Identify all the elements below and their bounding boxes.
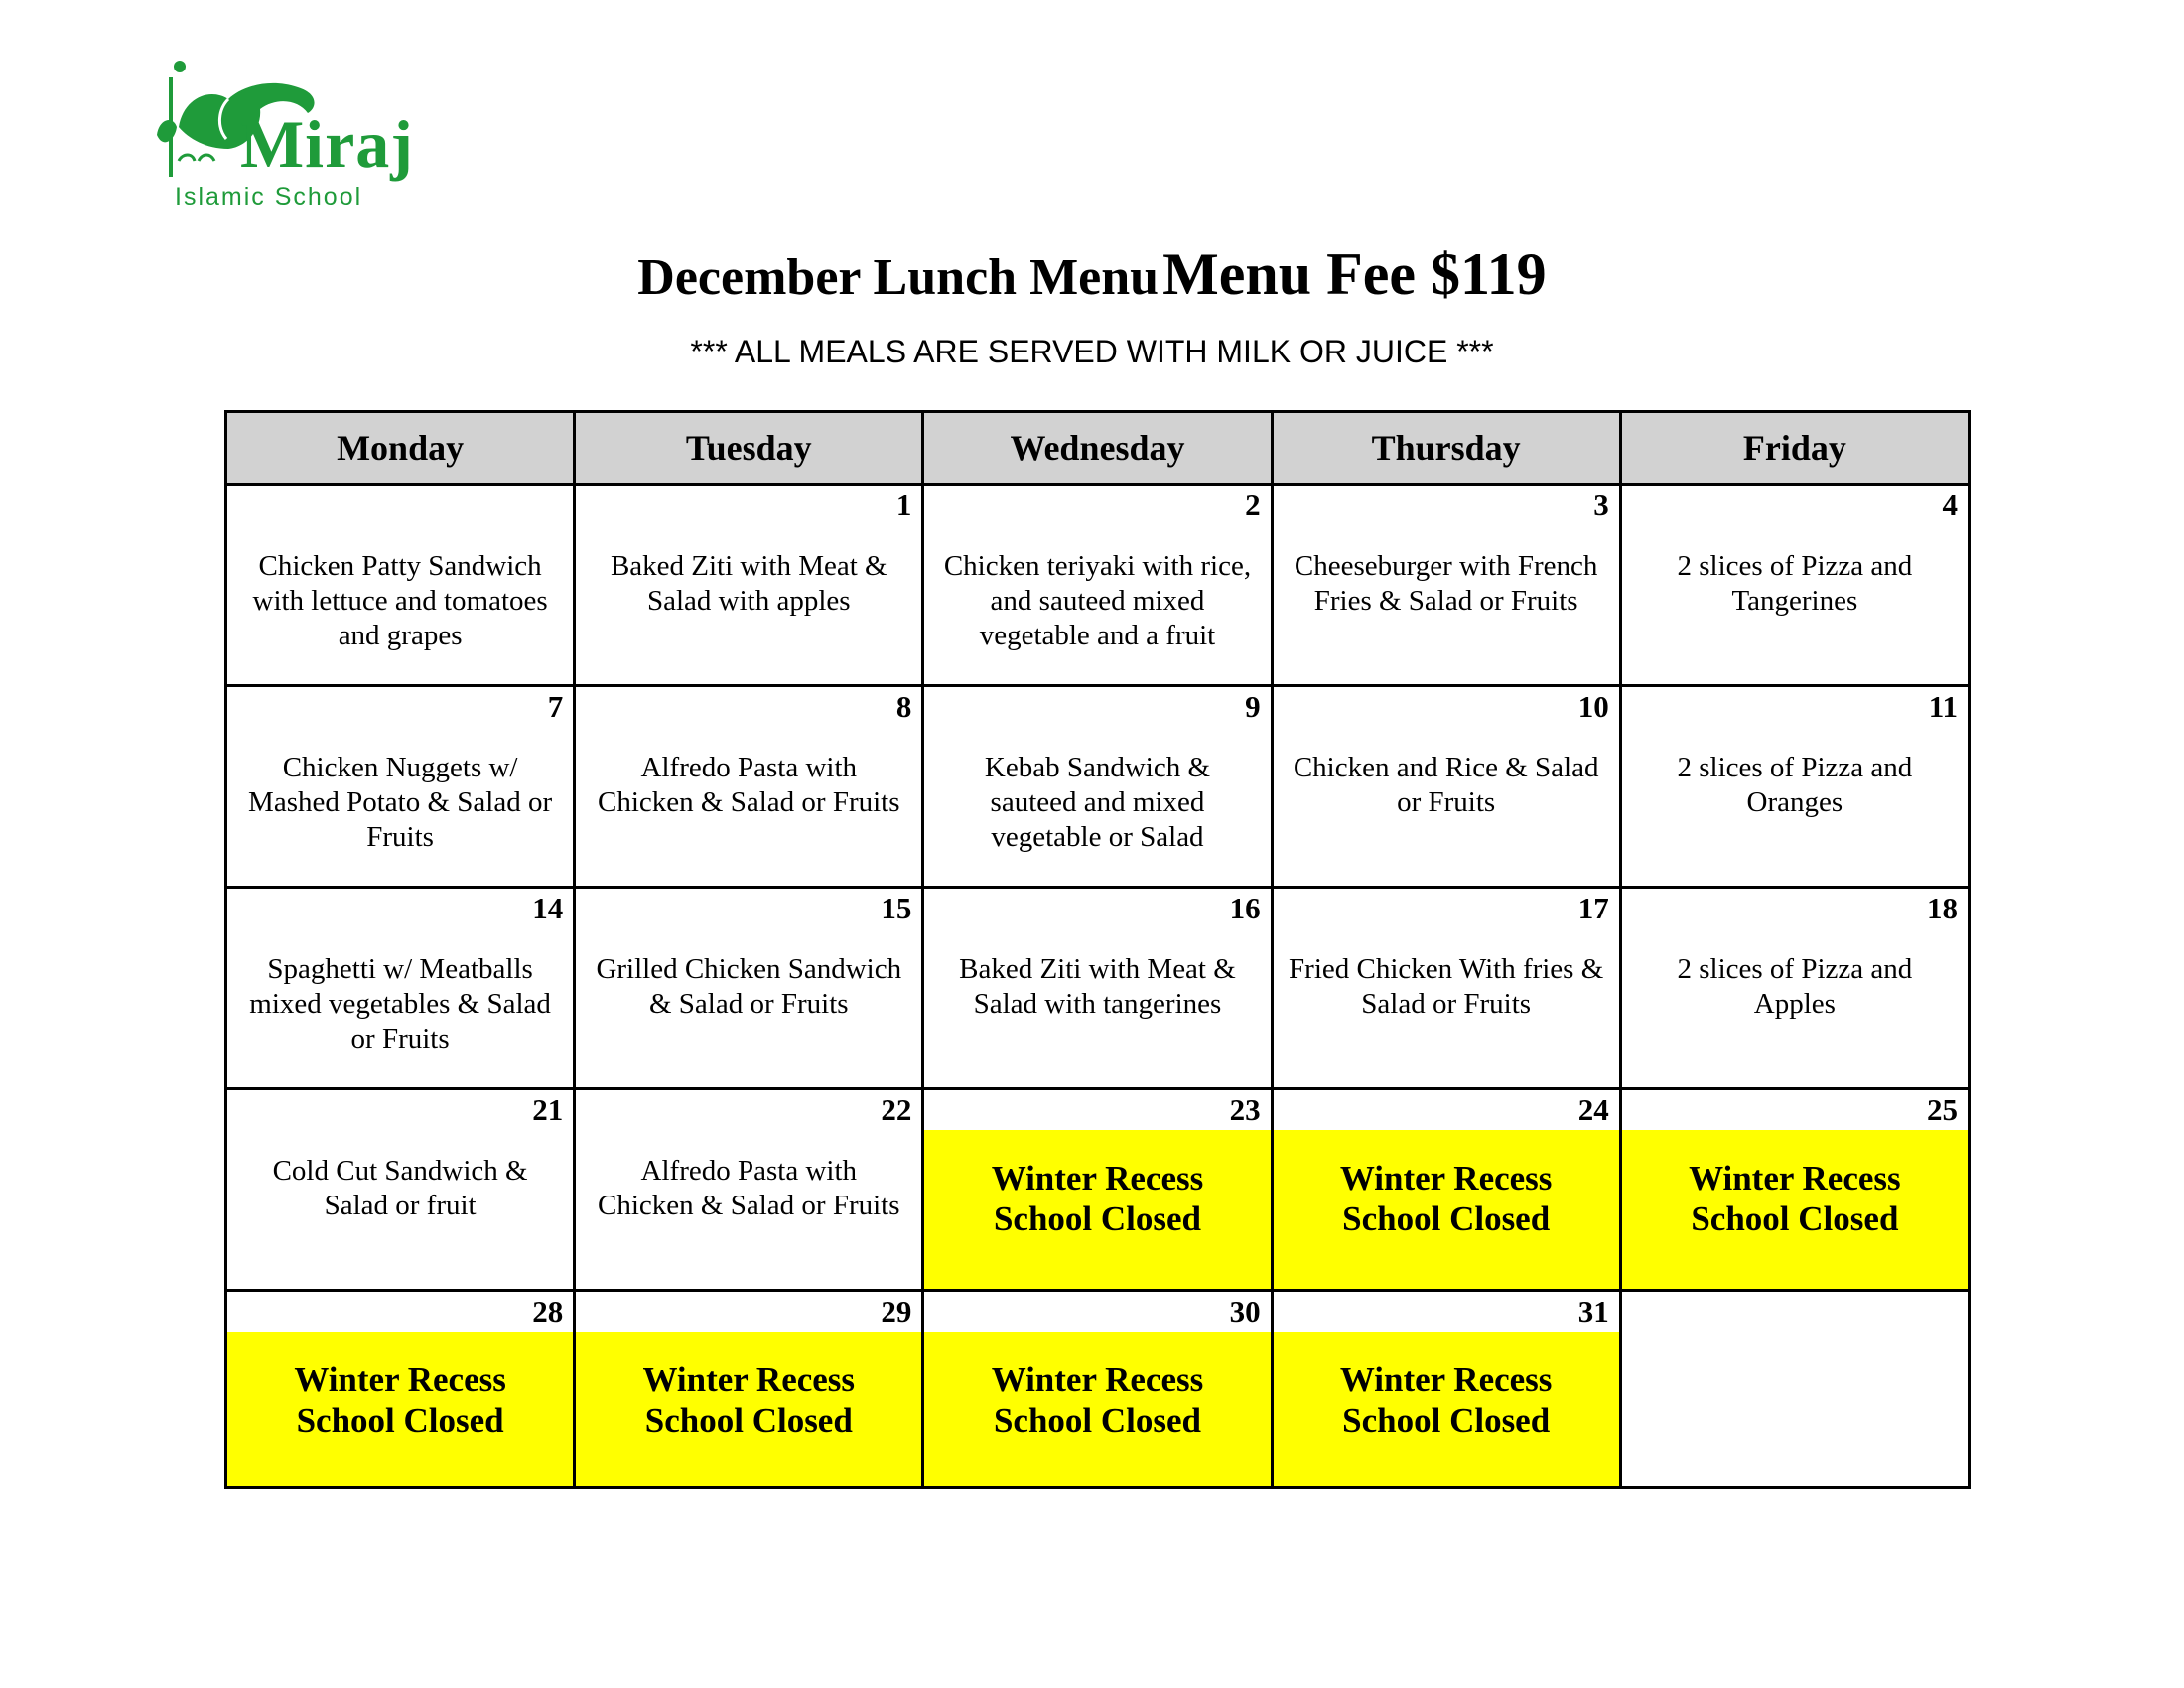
closed-notice [924, 1332, 1270, 1486]
meal-description: Cold Cut Sandwich & Salad or fruit [272, 1155, 528, 1221]
closed-notice [1274, 1130, 1619, 1289]
closed-line-recess: Winter Recess [991, 1159, 1204, 1197]
day-number: 7 [547, 689, 564, 724]
weekday-header-row [226, 412, 1970, 485]
day-number: 9 [1245, 689, 1261, 724]
day-number: 31 [1577, 1294, 1609, 1329]
logo-name: Miraj [240, 106, 414, 182]
meal-description: Chicken Nuggets w/ Mashed Potato & Salad or Fruits [248, 752, 553, 853]
day-number: 10 [1577, 689, 1609, 724]
day-cell [1620, 888, 1969, 1089]
closed-line-recess: Winter Recess [991, 1360, 1204, 1399]
meal-description: Chicken Patty Sandwich with lettuce and tomatoes and grapes [252, 550, 548, 651]
meal-description: Alfredo Pasta with Chicken & Salad or Fruits [598, 752, 900, 818]
page-title [0, 240, 2184, 309]
closed-line-recess: Winter Recess [1339, 1159, 1553, 1197]
closed-line-recess: Winter Recess [294, 1360, 506, 1399]
day-cell [1620, 485, 1969, 686]
day-number [1622, 1292, 1968, 1332]
closed-line-school: School Closed [644, 1401, 853, 1440]
day-cell [226, 888, 575, 1089]
closed-line-school: School Closed [296, 1401, 504, 1440]
day-cell [1620, 1291, 1969, 1488]
day-number: 25 [1927, 1092, 1958, 1127]
meal-description: Cheeseburger with French Fries & Salad or Fruits [1294, 550, 1598, 617]
meal-description: Baked Ziti with Meat & Salad with apples [610, 550, 887, 617]
meal-description [1622, 1332, 1968, 1355]
day-cell [923, 1291, 1272, 1488]
closed-notice [576, 1332, 921, 1486]
day-cell [226, 1089, 575, 1291]
day-number: 24 [1577, 1092, 1609, 1127]
day-cell [226, 686, 575, 888]
day-number: 4 [1942, 488, 1958, 522]
closed-line-school: School Closed [1342, 1401, 1551, 1440]
closed-line-recess: Winter Recess [1689, 1159, 1901, 1197]
day-number: 2 [1245, 488, 1261, 522]
day-number: 14 [532, 891, 564, 925]
day-cell [923, 888, 1272, 1089]
day-number: 16 [1229, 891, 1261, 925]
day-number: 8 [895, 689, 912, 724]
meal-description: Kebab Sandwich & sauteed and mixed vegetable or Salad [984, 752, 1211, 853]
week-row [226, 485, 1970, 686]
day-number: 1 [895, 488, 912, 522]
day-cell [1272, 888, 1620, 1089]
meal-description: 2 slices of Pizza and Apples [1677, 953, 1913, 1020]
closed-line-school: School Closed [993, 1199, 1201, 1238]
day-number [227, 486, 573, 525]
meal-description: 2 slices of Pizza and Oranges [1677, 752, 1913, 818]
header-friday: Friday [1620, 412, 1969, 485]
day-cell [923, 686, 1272, 888]
meal-description: 2 slices of Pizza and Tangerines [1677, 550, 1913, 617]
day-cell [575, 888, 923, 1089]
title-fee: Menu Fee $119 [1162, 241, 1547, 307]
day-cell [1272, 1291, 1620, 1488]
day-cell [226, 485, 575, 686]
day-number: 3 [1593, 488, 1609, 522]
closed-line-school: School Closed [1691, 1199, 1899, 1238]
day-number: 22 [881, 1092, 912, 1127]
day-cell [923, 1089, 1272, 1291]
school-logo [149, 58, 414, 216]
week-row [226, 1089, 1970, 1291]
closed-notice [1274, 1332, 1619, 1486]
header-monday: Monday [226, 412, 575, 485]
week-row [226, 1291, 1970, 1488]
logo-subtitle: Islamic School [175, 183, 363, 211]
day-cell [226, 1291, 575, 1488]
header-tuesday: Tuesday [575, 412, 923, 485]
day-number: 29 [881, 1294, 912, 1329]
day-cell [1620, 1089, 1969, 1291]
day-cell [575, 686, 923, 888]
day-cell [1272, 1089, 1620, 1291]
day-cell [923, 485, 1272, 686]
day-number: 30 [1229, 1294, 1261, 1329]
day-number: 18 [1927, 891, 1958, 925]
day-cell [1272, 485, 1620, 686]
closed-line-school: School Closed [1342, 1199, 1551, 1238]
day-cell [575, 1291, 923, 1488]
lunch-calendar [224, 410, 1971, 1489]
header-wednesday: Wednesday [923, 412, 1272, 485]
closed-line-recess: Winter Recess [1339, 1360, 1553, 1399]
meal-description: Grilled Chicken Sandwich & Salad or Fruits [596, 953, 902, 1020]
title-menu: December Lunch Menu [637, 249, 1160, 306]
closed-line-recess: Winter Recess [642, 1360, 856, 1399]
week-row [226, 888, 1970, 1089]
day-cell [575, 1089, 923, 1291]
day-number: 15 [881, 891, 912, 925]
day-cell [1620, 686, 1969, 888]
day-number: 11 [1928, 689, 1958, 724]
meal-description: Chicken and Rice & Salad or Fruits [1293, 752, 1599, 818]
closed-notice [1622, 1130, 1968, 1289]
day-number: 17 [1577, 891, 1609, 925]
meal-description: Spaghetti w/ Meatballs mixed vegetables & Salad or Fruits [249, 953, 551, 1055]
day-cell [1272, 686, 1620, 888]
closed-line-school: School Closed [993, 1401, 1201, 1440]
day-number: 21 [532, 1092, 564, 1127]
day-number: 23 [1229, 1092, 1261, 1127]
meal-description: Fried Chicken With fries & Salad or Fruits [1289, 953, 1604, 1020]
meal-description: Chicken teriyaki with rice, and sauteed mixed vegetable and a fruit [943, 550, 1252, 651]
page-subtitle: *** ALL MEALS ARE SERVED WITH MILK OR JUICE *** [690, 334, 1494, 369]
week-row [226, 686, 1970, 888]
day-cell [575, 485, 923, 686]
meal-description: Baked Ziti with Meat & Salad with tangerines [959, 953, 1236, 1020]
meal-description: Alfredo Pasta with Chicken & Salad or Fruits [598, 1155, 900, 1221]
header-thursday: Thursday [1272, 412, 1620, 485]
closed-notice [924, 1130, 1270, 1289]
day-number: 28 [532, 1294, 564, 1329]
closed-notice [227, 1332, 573, 1486]
